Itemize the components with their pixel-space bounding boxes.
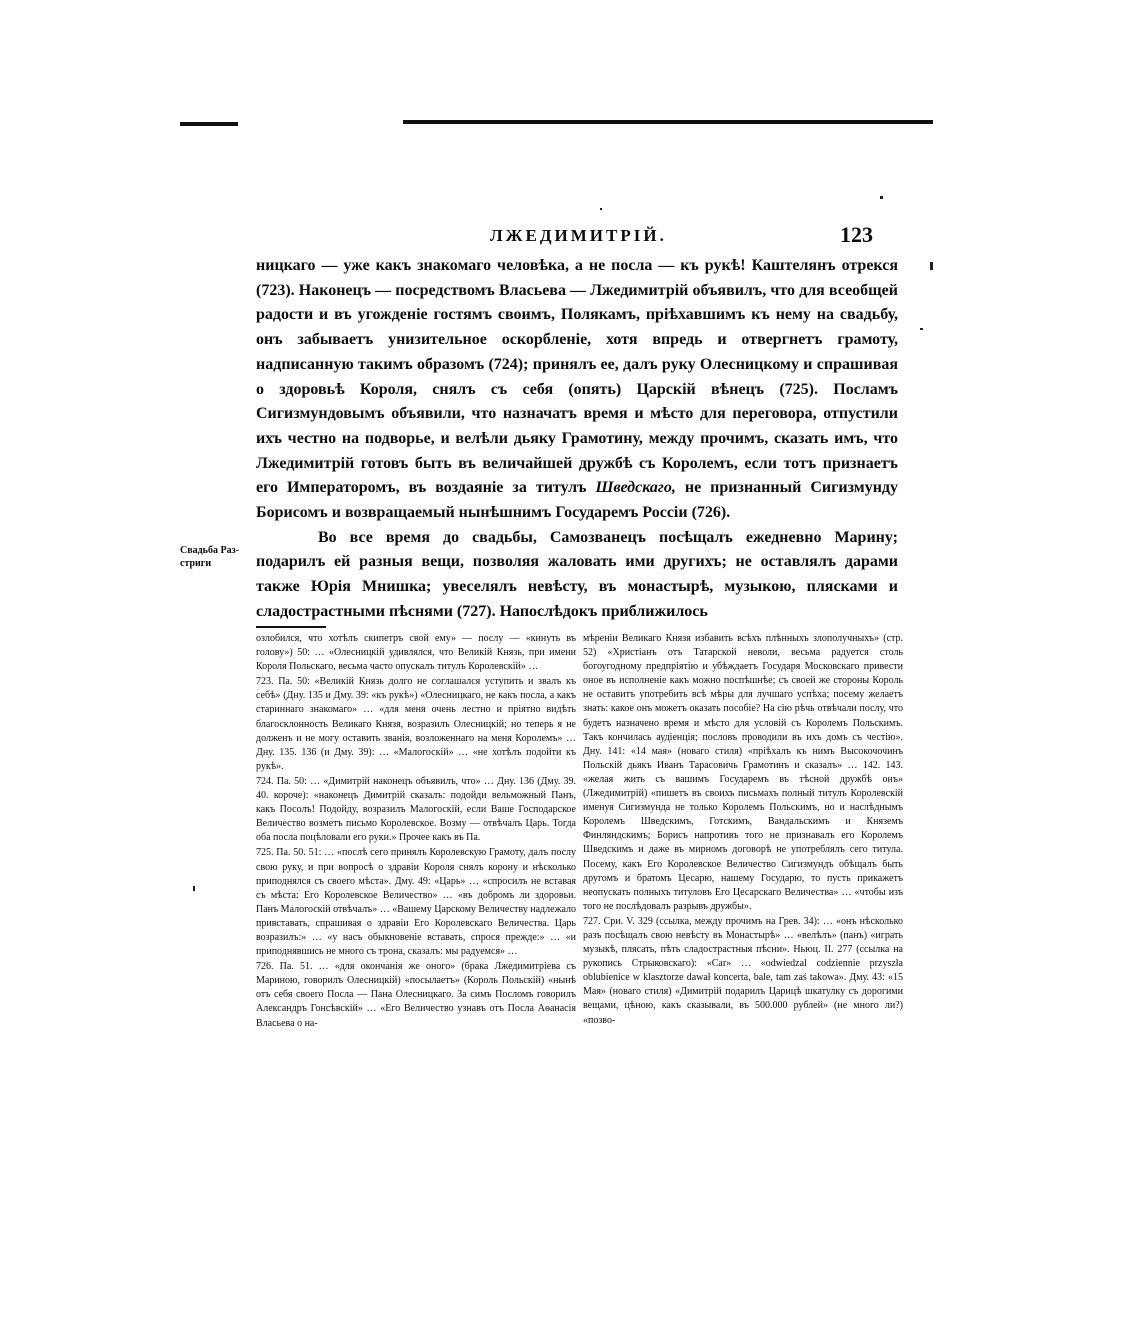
footnote: озлобился, что хотѣлъ скипетръ свой ему» — послу — «кинуть въ голову») 50: … «Олесницкій удивлялся, что Великій Князь, при имени Короля Польскаго, весьма часто опускалъ титулъ Королевскій» … bbox=[256, 633, 576, 673]
header-rule-left bbox=[180, 122, 238, 126]
paragraph-2: Во все время до свадьбы, Самозванецъ посѣщалъ ежедневно Марину; подарилъ ей разныя вещи, позволяя жаловать ими другихъ; не оставлялъ дарами также Юрія Мнишка; увеселялъ невѣсту, въ монастырѣ, музыкою, плясками и сладострастными пѣснями (727). Напослѣдокъ приближилось bbox=[256, 528, 898, 620]
paragraph-1-text: ницкаго — уже какъ знакомаго человѣка, а не посла — къ рукѣ! Каштелянъ отрекся (723). Наконецъ — посредствомъ Власьева — Лжедимитрій объявилъ, что для всеобщей радости и въ угожденіе гостямъ своимъ, Полякамъ, пріѣхавшимъ къ нему на свадьбу, онъ забываетъ унизительное оскорбленіе, хотя впредь и отвергнетъ грамоту, надписанную такимъ образомъ (724); принялъ ее, далъ руку Олесницкому и спрашивая о здоровьѣ Короля, снялъ съ себя (опять) Царскій вѣнецъ (725). Посламъ Сигизмундовымъ объявили, что назначатъ время и мѣсто для переговора, отпустили ихъ честно на подворье, и велѣли дьяку Грамотину, между прочимъ, сказать имъ, что Лжедимитрій готовъ быть въ величайшей дружбѣ съ Королемъ, если тотъ признаетъ его Императоромъ, въ воздаяніе за титулъ bbox=[256, 257, 898, 497]
scan-speck bbox=[600, 208, 602, 210]
footnote: 726. Па. 51. … «для окончанія же оного» (брака Лжедимитріева съ Мариною, говорилъ Олесницкій) «посылаетъ» (Король Польскій) «нынѣ отъ себя своего Посла — Пана Олесницкаго. За симъ Посломъ говорилъ Александръ Гонсѣвскій» … «Его Величество узнавъ отъ Посла Аѳанасія Власьева о на- bbox=[256, 961, 576, 1029]
scan-speck bbox=[193, 886, 195, 891]
page-number: 123 bbox=[840, 222, 873, 247]
header-rule-right bbox=[403, 120, 933, 124]
footnote-rule bbox=[256, 626, 326, 628]
footnote: мѣреніи Великаго Князя избавить всѣхъ плѣнныхъ злополучныхъ» (стр. 52) «Христіанъ отъ Татарской неволи, весьма радуется столь богоугодному предпріятію и убѣждаетъ Государя Московскаго привести оное въ исполненіе какъ можно поспѣшнѣе; съ своей же стороны Король не оставитъ употребить всѣ мѣры для лучшаго успѣха; посему желаетъ знать: какое онъ можетъ оказать пособіе? На сію рѣчь отвѣчали послу, что будетъ назначено время и мѣсто для условій съ Королемъ Польскимъ. Такъ кончилась аудіенція; пословъ проводили въ ихъ домъ съ честію». Дну. 141: «14 мая» (новаго стиля) «пріѣхалъ къ нимъ Высокочочинъ Польскій дьякъ Иванъ Тарасовичь Грамотинъ и сказалъ» … 142. 143. «желая жить съ вашимъ Государемъ въ тѣсной дружбѣ онъ» (Лжедимитрій) «пишетъ въ своихъ письмахъ полный титулъ Королевскій именуя Сигизмунда не только Королемъ Польскимъ, но и наслѣднымъ Королемъ Шведскимъ, Готскимъ, Вандальскимъ и Княземъ Финляндскимъ; Борисъ напротивъ того не признавалъ его Королемъ Шведскимъ и даже въ мирномъ договорѣ не употреблялъ сего титула. Посему, какъ Его Королевское Величество Сигизмундъ обѣщалъ быть другомъ и братомъ Цесарю, нашему Государю, то пусть прикажетъ неопускать полныхъ титуловъ Его Цесарскаго Величества» … «чтобы изъ того не послѣдовалъ разрывъ дружбы». bbox=[583, 633, 903, 912]
paragraph-1-end: не признанный Сигизмунду Борисомъ и возвращаемый нынѣшнимъ Государемъ Россіи (726). bbox=[256, 479, 898, 522]
footnote: 724. Па. 50: … «Димитрій наконецъ объявилъ, что» … Дну. 136 (Дму. 39. 40. короче): «наконецъ Димитрій сказалъ: подойди вельможный Панъ, какъ Посолъ! Подойду, возразилъ Малогоскій, если Ваше Господарское Величество возметъ письмо Королевское. Возму — отвѣчалъ Царь. Тогда оба посла поцѣловали его руки.» Прочее какъ въ Па. bbox=[256, 775, 576, 844]
scan-speck bbox=[920, 328, 923, 330]
paragraph-1-italic: Шведскаго, bbox=[595, 479, 676, 497]
footnotes-right-column bbox=[583, 632, 903, 1029]
footnotes-left-column bbox=[256, 632, 576, 1032]
scan-speck bbox=[880, 196, 883, 199]
margin-note: Свадьба Раз-стриги bbox=[180, 545, 239, 569]
scan-speck bbox=[930, 262, 933, 270]
running-title: ЛЖЕДИМИТРІЙ. bbox=[490, 226, 667, 245]
paragraph-1 bbox=[256, 254, 898, 526]
main-text bbox=[256, 254, 898, 625]
footnote: 725. Па. 50. 51: … «послѣ сего принялъ Королевскую Грамоту, далъ послу свою руку, и при вопросѣ о здравіи Короля снялъ корону и нѣсколько приподнялся съ своего мѣста». Дму. 49: «Царь» … «спросилъ не вставая съ мѣста: Его Королевское Величество» … «въ добромъ ли здоровьи. Панъ Малогоскій отвѣчалъ» … «Вашему Царскому Величеству надлежало привставать, спрашивая о здравіи Его Королевскаго Величества. Царь возразилъ:» … «у насъ обыкновеніе вставать, спрося прежде:» … «и приподнявшись не много съ трона, сказалъ: мы радуемся» … bbox=[256, 847, 576, 958]
footnote: 727. Сри. V. 329 (ссылка, между прочимъ на Грев. 34): … «онъ нѣсколько разъ посѣщалъ свою невѣсту въ Монастырѣ» … «велѣлъ» (панъ) «играть музыкѣ, плясать, пѣть сладострастныя пѣсни». Ньюц. II. 277 (ссылка на рукопись Стрыковскаго): «Car» … «odwiedzal codziennie przyszła oblubienice w klasztorze dawał koncerta, bale, tam zaś takowa». Дму. 43: «15 Мая» (новаго стиля) «Димитрій подарилъ Царицѣ шкатулку съ дорогими вещами, цѣною, какъ сказывали, въ 500.000 рублей» (не много ли?) «позво- bbox=[583, 915, 903, 1026]
footnote: 723. Па. 50: «Великій Князь долго не соглашался уступить и звалъ къ себѣ» (Дну. 135 и Дму. 39: «къ рукѣ») «Олесницкаго, не какъ посла, а какъ стариннаго знакомаго» … «для меня очень лестно и пріятно видѣть благосклонность Великаго Князя, возразилъ Олесницкій; но теперь я не долженъ и не могу оставить званія, возложеннаго на меня Королемъ» … Дну. 135. 136 (и Дму. 39): … «Малогоскій» … «не хотѣлъ подойти къ рукѣ». bbox=[256, 676, 576, 772]
